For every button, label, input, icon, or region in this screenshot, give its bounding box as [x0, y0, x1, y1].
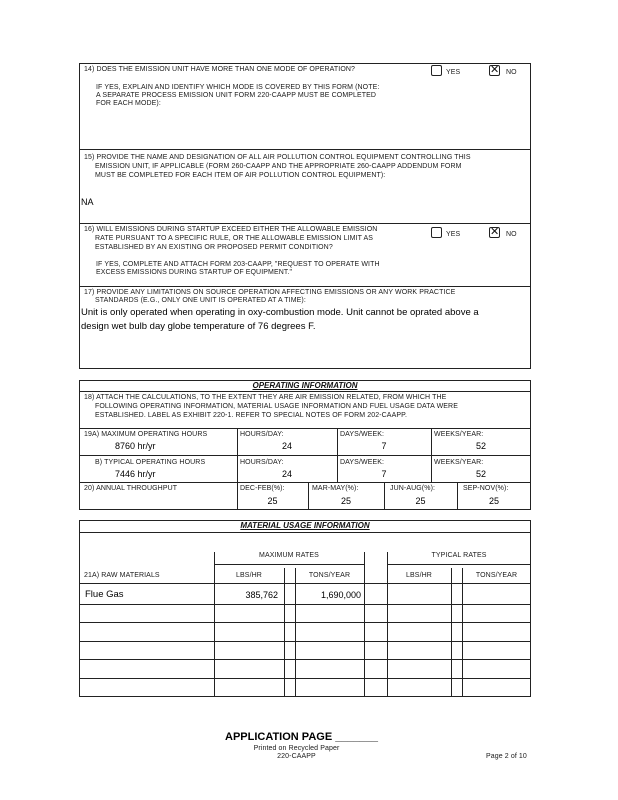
q19b-days: 7 [381, 469, 387, 479]
q17-line-1: 17) PROVIDE ANY LIMITATIONS ON SOURCE OPERATION AFFECTING EMISSIONS OR ANY WORK PRACTICE [84, 289, 456, 296]
q16-no-label: NO [506, 231, 517, 238]
q14-yes-checkbox[interactable] [431, 65, 442, 76]
mar-may-value: 25 [340, 496, 351, 506]
q14-instruction-2: A SEPARATE PROCESS EMISSION UNIT FORM 220-CAAPP MUST BE COMPLETED [96, 92, 377, 99]
divider [364, 552, 365, 697]
q19b-weeks: 52 [475, 469, 486, 479]
divider [79, 622, 531, 623]
q19a-value: 8760 hr/yr [115, 441, 156, 451]
dec-feb-value: 25 [267, 496, 278, 506]
divider [79, 482, 531, 483]
q19b-weeks-label: WEEKS/YEAR: [434, 459, 484, 466]
raw-materials-label: 21A) RAW MATERIALS [84, 572, 160, 579]
q16-yes-checkbox[interactable] [431, 227, 442, 238]
q17-answer-2: design wet bulb day globe temperature of 76 degrees F. [81, 321, 316, 332]
table-row-max-tons: 1,690,000 [320, 590, 361, 600]
q20-label: 20) ANNUAL THROUGHPUT [84, 485, 178, 492]
q14-instruction-1: IF YES, EXPLAIN AND IDENTIFY WHICH MODE IS COVERED BY THIS FORM (NOTE: [96, 84, 380, 91]
q19a-days-label: DAYS/WEEK: [340, 431, 385, 438]
divider [79, 604, 531, 605]
divider [214, 552, 215, 697]
jun-aug-label: JUN-AUG(%): [390, 485, 436, 492]
typical-rates-label: TYPICAL RATES [431, 552, 487, 559]
q19a-days: 7 [381, 441, 387, 451]
divider [79, 428, 531, 429]
page-number: Page 2 of 10 [486, 753, 527, 760]
q17-answer-1: Unit is only operated when operating in oxy-combustion mode. Unit cannot be oprated above a [81, 307, 479, 318]
q14-instruction-3: FOR EACH MODE): [96, 100, 161, 107]
q18-line-1: 18) ATTACH THE CALCULATIONS, TO THE EXTENT THEY ARE AIR EMISSION RELATED, FROM WHICH THE [84, 394, 447, 401]
max-lbs-hr-label: LBS/HR [236, 572, 262, 579]
q19a-hours-label: HOURS/DAY: [240, 431, 284, 438]
divider [79, 532, 531, 533]
q19a-hours: 24 [281, 441, 292, 451]
divider [79, 583, 531, 584]
q15-line-2: EMISSION UNIT, IF APPLICABLE (FORM 260-CAAPP AND THE APPROPRIATE 260-CAAPP ADDENDUM FORM [95, 163, 462, 170]
q16-instruction-1: IF YES, COMPLETE AND ATTACH FORM 203-CAAPP, "REQUEST TO OPERATE WITH [96, 261, 380, 268]
q19b-days-label: DAYS/WEEK: [340, 459, 385, 466]
divider [387, 552, 388, 697]
q15-line-3: MUST BE COMPLETED FOR EACH ITEM OF AIR POLLUTION CONTROL EQUIPMENT): [95, 172, 386, 179]
table-row-max-lbs: 385,762 [245, 590, 278, 600]
material-title: MATERIAL USAGE INFORMATION [240, 521, 370, 530]
mar-may-label: MAR-MAY(%): [312, 485, 359, 492]
divider [79, 455, 531, 456]
q14-question: 14) DOES THE EMISSION UNIT HAVE MORE THAN ONE MODE OF OPERATION? [84, 66, 356, 73]
q19b-value: 7446 hr/yr [115, 469, 156, 479]
typ-tons-year-label: TONS/YEAR [475, 572, 518, 579]
material-box [79, 520, 531, 697]
sep-nov-value: 25 [488, 496, 499, 506]
divider [79, 391, 531, 392]
q18-line-2: FOLLOWING OPERATING INFORMATION, MATERIAL USAGE INFORMATION AND FUEL USAGE DATA WERE [95, 403, 458, 410]
form-number: 220-CAAPP [277, 753, 316, 760]
application-page-label: APPLICATION PAGE _______ [225, 731, 379, 743]
q17-line-2: STANDARDS (E.G., ONLY ONE UNIT IS OPERATED AT A TIME): [95, 297, 306, 304]
dec-feb-label: DEC-FEB(%): [240, 485, 285, 492]
q16-line-1: 16) WILL EMISSIONS DURING STARTUP EXCEED EITHER THE ALLOWABLE EMISSION [84, 226, 378, 233]
q14-yes-label: YES [446, 69, 461, 76]
q19a-weeks: 52 [475, 441, 486, 451]
divider [79, 641, 531, 642]
q19b-label: B) TYPICAL OPERATING HOURS [95, 459, 206, 466]
q16-line-2: RATE PURSUANT TO A SPECIFIC RULE, OR THE ALLOWABLE EMISSION LIMIT AS [95, 235, 374, 242]
q14-no-label: NO [506, 69, 517, 76]
divider [79, 286, 531, 287]
q19a-weeks-label: WEEKS/YEAR: [434, 431, 484, 438]
recycled-paper-note: Printed on Recycled Paper [253, 745, 340, 752]
typ-lbs-hr-label: LBS/HR [406, 572, 432, 579]
q18-line-3: ESTABLISHED. LABEL AS EXHIBIT 220-1. REFER TO SPECIAL NOTES OF FORM 202-CAAPP. [95, 412, 408, 419]
q19b-hours-label: HOURS/DAY: [240, 459, 284, 466]
divider [387, 564, 531, 565]
divider [79, 149, 531, 150]
sep-nov-label: SEP-NOV(%): [463, 485, 509, 492]
q15-line-1: 15) PROVIDE THE NAME AND DESIGNATION OF ALL AIR POLLUTION CONTROL EQUIPMENT CONTROLLING THIS [84, 154, 471, 161]
q16-line-3: ESTABLISHED BY AN EXISTING OR PROPOSED PERMIT CONDITION? [95, 244, 333, 251]
operating-title: OPERATING INFORMATION [252, 381, 358, 390]
divider [79, 223, 531, 224]
q15-answer: NA [81, 197, 94, 207]
jun-aug-value: 25 [415, 496, 426, 506]
q16-instruction-2: EXCESS EMISSIONS DURING STARTUP OF EQUIPMENT." [96, 269, 293, 276]
q16-yes-label: YES [446, 231, 461, 238]
q19b-hours: 24 [281, 469, 292, 479]
q19a-label: 19A) MAXIMUM OPERATING HOURS [84, 431, 208, 438]
max-tons-year-label: TONS/YEAR [308, 572, 351, 579]
divider [79, 678, 531, 679]
table-row-name: Flue Gas [85, 589, 124, 600]
divider [214, 564, 364, 565]
divider [79, 659, 531, 660]
max-rates-label: MAXIMUM RATES [259, 552, 319, 559]
q14-no-checkbox[interactable]: ✕ [490, 64, 500, 76]
q16-no-checkbox[interactable]: ✕ [490, 226, 500, 238]
